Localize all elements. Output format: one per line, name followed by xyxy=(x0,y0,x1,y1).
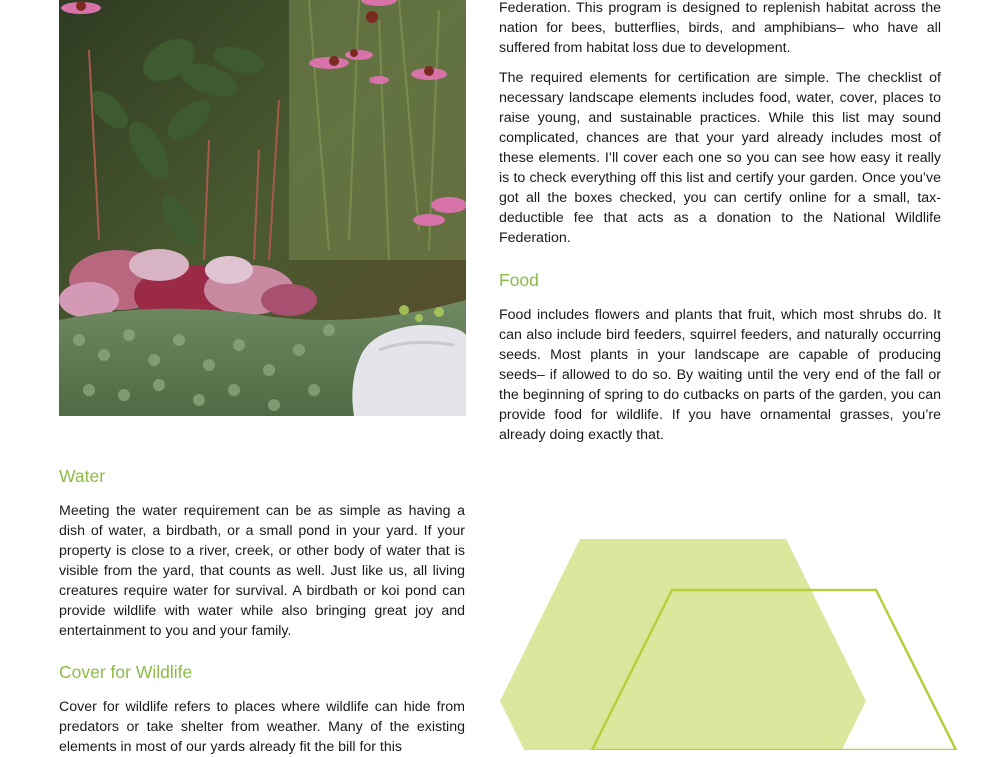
water-paragraph: Meeting the water requirement can be as simple as having a dish of water, a birdbath, or a small pond in your yard. If your property is close to a river, creek, or other body of water that is visible from the yard, that counts as well. Just like us, all living creatures require water for survival. A birdbath or koi pond can provide wildlife with water while also bringing great joy and entertainment to you and your family. xyxy=(59,503,465,639)
decorative-hexagons xyxy=(490,520,1000,750)
food-heading: Food xyxy=(499,270,539,290)
requirements-paragraph: The required elements for certification are simple. The checklist of necessary landscape elements includes food, water, cover, places to raise young, and sustainable practices. While this list may sound complicated, chances are that your yard already includes most of these elements. I’ll cover each one so you can see how easy it really is to check everything off this list and certify your garden. Once you’ve got all the boxes checked, you can certify online for a small, tax-deductible fee that acts as a donation to the National Wildlife Federation. xyxy=(499,70,941,246)
intro-paragraph-tail: Federation. This program is designed to replenish habitat across the nation for bees, butterflies, birds, and amphibians– who have all suffered from habitat loss due to development. xyxy=(499,0,941,56)
cover-heading: Cover for Wildlife xyxy=(59,662,193,682)
filled-hexagon xyxy=(500,539,866,750)
water-section xyxy=(59,501,465,651)
water-heading: Water xyxy=(59,466,106,486)
garden-photo xyxy=(59,0,466,416)
food-section xyxy=(499,305,941,455)
food-paragraph: Food includes flowers and plants that fruit, which most shrubs do. It can also include bird feeders, squirrel feeders, and naturally occurring seeds. Most plants in your landscape are capable of producing seeds– if allowed to do so. By waiting until the very end of the fall or the beginning of spring to do cutbacks on parts of the garden, you can provide food for wildlife. If you have ornamental grasses, you’re already doing exactly that. xyxy=(499,307,941,443)
cover-section xyxy=(59,697,465,757)
cover-paragraph: Cover for wildlife refers to places where wildlife can hide from predators or take shelter from weather. Many of the existing elements in most of our yards already fit the bill for this xyxy=(59,699,465,755)
intro-column xyxy=(499,0,941,258)
